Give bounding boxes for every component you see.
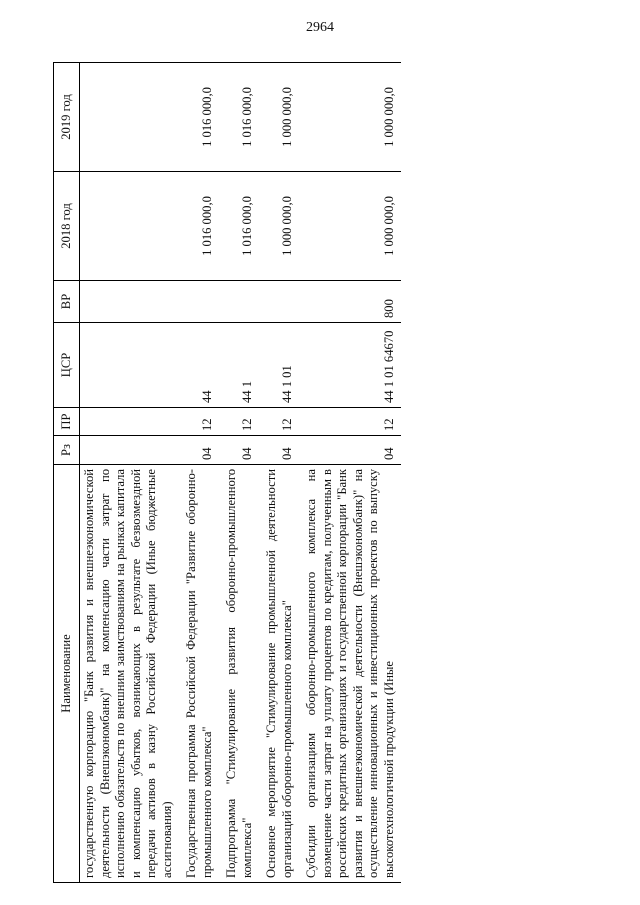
cell-vr xyxy=(179,281,219,323)
table-row xyxy=(299,63,401,883)
cell-name: Подпрограмма "Стимулирование развития оборонно-промышленного комплекса" xyxy=(219,465,259,883)
cell-name: Субсидии организациям оборонно-промышленного комплекса на возмещение части затрат на уплату процентов по кредитам, полученным в российских кредитных организациях и государственной корпорации "Банк развития и внешнеэкономической деятельности (Внешэкономбанк)" на осуществление инновационных и инвестиционных проектов по выпуску высокотехнологичной продукции (Иные xyxy=(299,465,401,883)
cell-rz xyxy=(80,436,180,465)
table-row xyxy=(80,63,180,883)
table-row xyxy=(219,63,259,883)
cell-csr: 44 1 01 xyxy=(259,323,299,408)
header-csr: ЦСР xyxy=(54,323,80,408)
cell-2019: 1 016 000,0 xyxy=(219,63,259,172)
header-vr: ВР xyxy=(54,281,80,323)
header-rz: Рз xyxy=(54,436,80,465)
header-row xyxy=(54,63,80,883)
header-name: Наименование xyxy=(54,465,80,883)
cell-rz: 04 xyxy=(179,436,219,465)
cell-name: Основное мероприятие "Стимулирование промышленной деятельности организаций оборонно-промышленного комплекса" xyxy=(259,465,299,883)
cell-2018: 1 000 000,0 xyxy=(259,172,299,281)
budget-table xyxy=(53,62,401,883)
cell-vr xyxy=(80,281,180,323)
cell-pr: 12 xyxy=(299,408,401,436)
cell-vr: 800 xyxy=(299,281,401,323)
cell-pr: 12 xyxy=(259,408,299,436)
cell-rz: 04 xyxy=(219,436,259,465)
cell-pr: 12 xyxy=(219,408,259,436)
cell-2018 xyxy=(80,172,180,281)
table-row xyxy=(179,63,219,883)
cell-rz: 04 xyxy=(299,436,401,465)
cell-pr: 12 xyxy=(179,408,219,436)
cell-pr xyxy=(80,408,180,436)
cell-csr xyxy=(80,323,180,408)
cell-2019: 1 016 000,0 xyxy=(179,63,219,172)
cell-2018: 1 016 000,0 xyxy=(179,172,219,281)
cell-2018: 1 000 000,0 xyxy=(299,172,401,281)
header-2019: 2019 год xyxy=(54,63,80,172)
table-body xyxy=(80,63,402,883)
header-pr: ПР xyxy=(54,408,80,436)
cell-name: Государственная программа Российской Федерации "Развитие оборонно-промышленного комплекса" xyxy=(179,465,219,883)
cell-2018: 1 016 000,0 xyxy=(219,172,259,281)
table-row xyxy=(259,63,299,883)
cell-vr xyxy=(259,281,299,323)
cell-csr: 44 xyxy=(179,323,219,408)
page-number: 2964 xyxy=(306,20,334,35)
cell-2019: 1 000 000,0 xyxy=(259,63,299,172)
rotated-table-container xyxy=(53,63,593,883)
cell-2019 xyxy=(80,63,180,172)
cell-name: государственную корпорацию "Банк развития и внешнеэкономической деятельности (Внешэкономбанк)" на компенсацию части затрат по исполнению обязательств по внешним заимствованиям на рынках капитала и компенсацию убытков, возникающих в результате безвозмездной передачи активов в казну Российской Федерации (Иные бюджетные ассигнования) xyxy=(80,465,180,883)
cell-2019: 1 000 000,0 xyxy=(299,63,401,172)
cell-csr: 44 1 xyxy=(219,323,259,408)
cell-vr xyxy=(219,281,259,323)
header-2018: 2018 год xyxy=(54,172,80,281)
cell-rz: 04 xyxy=(259,436,299,465)
cell-csr: 44 1 01 64670 xyxy=(299,323,401,408)
table-header xyxy=(54,63,80,883)
